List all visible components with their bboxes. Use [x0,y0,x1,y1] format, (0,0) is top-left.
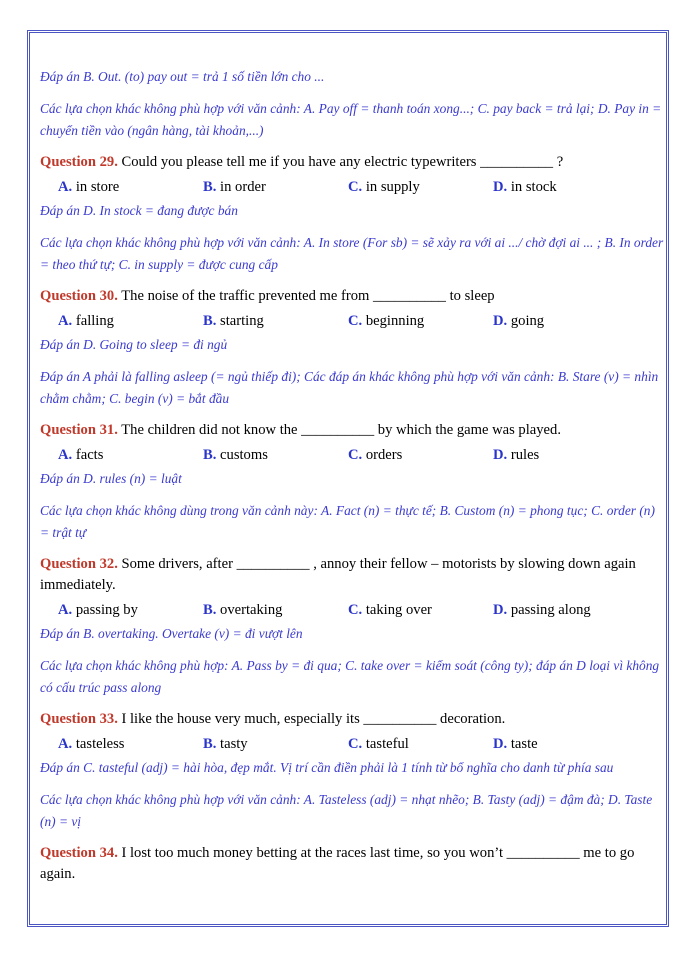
option-d: D. passing along [493,602,591,618]
question-label: Question 30. [40,288,118,304]
option-b: B. starting [203,313,264,329]
question-text: Some drivers, after __________ , annoy their fellow – motorists by slowing down again immediately. [40,556,636,593]
answer-text: Đáp án D. In stock = đang được bán [40,203,238,218]
explanation-text: Các lựa chọn khác không phù hợp với văn cảnh: A. In store (For sb) = sẽ xảy ra với ai .../ chờ đợi ai ... ; B. In order = theo thứ tự; C. in supply = được cung cấp [40,235,664,272]
question-text: The noise of the traffic prevented me from __________ to sleep [117,288,495,304]
answer-text: Đáp án D. Going to sleep = đi ngủ [40,337,228,352]
options-row [58,176,666,198]
option-a: A. passing by [58,602,138,618]
answer-text: Đáp án B. overtaking. Overtake (v) = đi vượt lên [40,626,303,641]
options-row [58,733,666,755]
option-c: C. beginning [348,313,425,329]
explanation-text: Các lựa chọn khác không dùng trong văn cảnh này: A. Fact (n) = thực tế; B. Custom (n) = phong tục; C. order (n) = trật tự [40,503,655,540]
explanation-text: Đáp án A phải là falling asleep (= ngủ thiếp đi); Các đáp án khác không phù hợp với văn cảnh: B. Stare (v) = nhìn chằm chằm; C. begin (v) = bắt đầu [40,369,659,406]
question-30 [40,286,666,307]
explanation-text: Các lựa chọn khác không phù hợp: A. Pass by = đi qua; C. take over = kiểm soát (công ty); đáp án D loại vì không có cấu trúc pass along [40,658,660,695]
answer-text: Đáp án D. rules (n) = luật [40,471,182,486]
explanation-text: Các lựa chọn khác không phù hợp với văn cảnh: A. Pay off = thanh toán xong...; C. pay back = trả lại; D. Pay in = chuyển tiền vào (ngân hàng, tài khoản,...) [40,101,662,138]
question-text: Could you please tell me if you have any electric typewriters __________ ? [117,154,564,170]
option-d: D. in stock [493,179,557,195]
option-a: A. in store [58,179,120,195]
question-label: Question 29. [40,154,118,170]
option-a: A. tasteless [58,736,125,752]
question-text: The children did not know the __________ by which the game was played. [117,422,561,438]
option-d: D. rules [493,447,540,463]
question-text: I lost too much money betting at the races last time, so you won’t __________ me to go again. [40,845,635,882]
question-34 [40,843,666,885]
question-29 [40,152,666,173]
question-33 [40,709,666,730]
option-a: A. facts [58,447,104,463]
question-label: Question 33. [40,711,118,727]
options-row [58,310,666,332]
options-row [58,444,666,466]
question-label: Question 34. [40,845,118,861]
answer-text: Đáp án B. Out. (to) pay out = trả 1 số tiền lớn cho ... [40,69,325,84]
option-c: C. in supply [348,179,420,195]
option-c: C. taking over [348,602,432,618]
question-31 [40,420,666,441]
question-label: Question 31. [40,422,118,438]
options-row [58,599,666,621]
explanation-text: Các lựa chọn khác không phù hợp với văn cảnh: A. Tasteless (adj) = nhạt nhẽo; B. Tasty (adj) = đậm đà; D. Taste (n) = vị [40,792,653,829]
option-c: C. tasteful [348,736,409,752]
question-text: I like the house very much, especially its __________ decoration. [117,711,506,727]
option-b: B. overtaking [203,602,283,618]
option-b: B. tasty [203,736,248,752]
option-b: B. customs [203,447,268,463]
option-c: C. orders [348,447,403,463]
option-b: B. in order [203,179,266,195]
option-d: D. going [493,313,545,329]
option-a: A. falling [58,313,114,329]
document-body [40,66,666,885]
question-label: Question 32. [40,556,118,572]
answer-text: Đáp án C. tasteful (adj) = hài hòa, đẹp mắt. Vị trí cần điền phải là 1 tính từ bổ nghĩa cho danh từ phía sau [40,760,614,775]
question-32 [40,554,666,596]
option-d: D. taste [493,736,538,752]
